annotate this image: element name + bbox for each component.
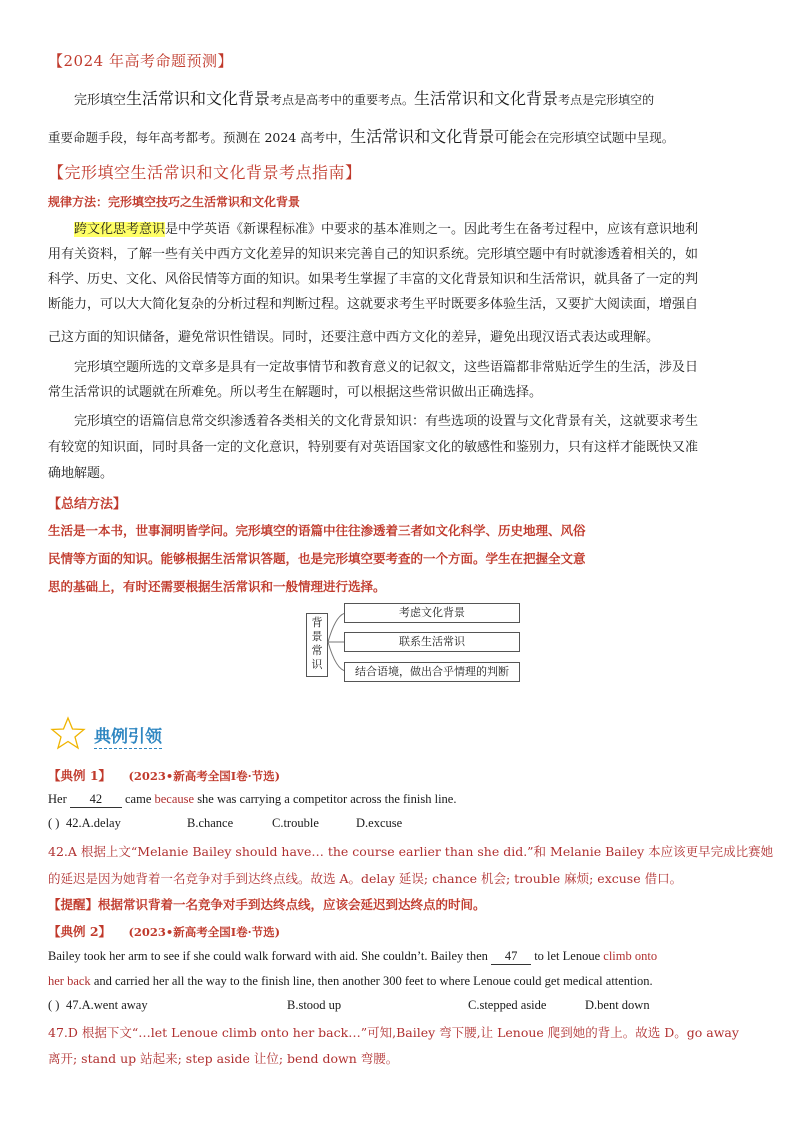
summary-line-1: 生活是一本书，世事洞明皆学问。完形填空的语篇中往往渗透着三者如文化科学、历史地理、风俗	[48, 523, 586, 538]
examples-header: 典例引领	[94, 722, 162, 749]
para3-line-3: 确地解题。	[48, 466, 114, 481]
diagram-item-culture: 考虑文化背景	[344, 603, 520, 623]
prediction-line-2: 重要命题手段，每年高考都考。预测在 2024 高考中，生活常识和文化背景可能会在完形填空试题中呈现。	[48, 127, 675, 146]
example1-answer-line-1: 42.A 根据上文“Melanie Bailey should have… the course earlier than she did.”和 Melanie Bailey 本应该更早完成比赛她	[48, 844, 774, 859]
diagram-item-context: 结合语境，做出合乎情理的判断	[344, 662, 520, 682]
example2-question-line-1: Bailey took her arm to see if she could walk forward with aid. She couldn’t. Bailey then 47 to let Lenoue climb onto	[48, 949, 658, 963]
example2-option-c: C.stepped aside	[468, 998, 547, 1012]
method-label: 规律方法：完形填空技巧之生活常识和文化背景	[48, 195, 301, 209]
para1-line-2: 用有关资料，了解一些有关中西方文化差异的知识来完善自己的知识系统。完形填空题中有时就渗透着相关的，如	[48, 247, 699, 262]
diagram-root: 背景常识	[306, 613, 328, 677]
guide-title: 【完形填空生活常识和文化背景考点指南】	[48, 163, 362, 182]
diagram-item-life: 联系生活常识	[344, 632, 520, 652]
example2-header: 【典例 2】 (2023•新高考全国Ⅰ卷·节选)	[48, 924, 281, 939]
example1-option-a: 42.A.delay	[66, 816, 121, 830]
example1-question: Her 42 came because she was carrying a competitor across the finish line.	[48, 792, 457, 806]
summary-title: 【总结方法】	[48, 497, 127, 512]
example2-option-d: D.bent down	[585, 998, 650, 1012]
para3-line-1: 完形填空的语篇信息常交织渗透着各类相关的文化背景知识：有些选项的设置与文化背景有关，这就要求考生	[74, 414, 699, 429]
highlight-term: 跨文化思考意识	[74, 222, 166, 237]
blank-42: 42	[70, 792, 122, 808]
example1-answer-line-2: 的延迟是因为她背着一名竞争对手到达终点线。故选 A。delay 延误; chance 机会; trouble 麻烦; excuse 借口。	[48, 871, 683, 886]
example1-option-b: B.chance	[187, 816, 234, 830]
para1-line-4: 断能力，可以大大简化复杂的分析过程和判断过程。这就要求考生平时既要多体验生活，又要扩大阅读面，增强自	[48, 297, 699, 312]
blank-47: 47	[491, 949, 531, 965]
summary-line-3: 思的基础上，有时还需要根据生活常识和一般情理进行选择。	[48, 579, 386, 594]
example1-tip: 【提醒】根据常识背着一名竞争对手到达终点线，应该会延迟到达终点的时间。	[48, 897, 486, 912]
para1-line-5: 己这方面的知识储备，避免常识性错误。同时，还要注意中西方文化的差异，避免出现汉语式表达或理解。	[48, 330, 660, 345]
summary-line-2: 民情等方面的知识。能够根据生活常识答题，也是完形填空要考查的一个方面。学生在把握全文意	[48, 551, 586, 566]
example2-question-line-2: her back and carried her all the way to the finish line, then another 300 feet to where Lenoue could get medical attention.	[48, 974, 653, 988]
example1-header: 【典例 1】 (2023•新高考全国Ⅰ卷·节选)	[48, 768, 281, 783]
para3-line-2: 有较宽的知识面，同时具备一定的文化意识，特别要有对英语国家文化的敏感性和鉴别力，只有这样才能既快又准	[48, 440, 699, 455]
para1-line-1: 跨文化思考意识是中学英语《新课程标准》中要求的基本准则之一。因此考生在备考过程中，应该有意识地利	[74, 222, 699, 237]
example1-option-c: C.trouble	[272, 816, 319, 830]
para2-line-2: 常生活常识的试题就在所难免。所以考生在解题时，可以根据这些常识做出正确选择。	[48, 385, 543, 400]
example2-answer-line-1: 47.D 根据下文“…let Lenoue climb onto her back…”可知,Bailey 弯下腰,让 Lenoue 爬到她的背上。故选 D。go away	[48, 1025, 739, 1040]
example2-paren: ( )	[48, 998, 60, 1012]
prediction-title: 【2024 年高考命题预测】	[48, 52, 233, 70]
example1-option-d: D.excuse	[356, 816, 403, 830]
example2-option-a: 47.A.went away	[66, 998, 148, 1012]
example2-option-b: B.stood up	[287, 998, 342, 1012]
star-icon	[50, 716, 86, 750]
para2-line-1: 完形填空题所选的文章多是具有一定故事情节和教育意义的记叙文，这些语篇都非常贴近学生的生活，涉及日	[74, 360, 699, 375]
prediction-line-1: 完形填空生活常识和文化背景考点是高考中的重要考点。生活常识和文化背景考点是完形填空的	[74, 89, 655, 108]
example1-paren: ( )	[48, 816, 60, 830]
example2-answer-line-2: 离开; stand up 站起来; step aside 让位; bend down 弯腰。	[48, 1051, 399, 1066]
para1-line-3: 科学、历史、文化、风俗民情等方面的知识。如果考生掌握了丰富的文化背景知识和生活常识，就具备了一定的判	[48, 272, 699, 287]
